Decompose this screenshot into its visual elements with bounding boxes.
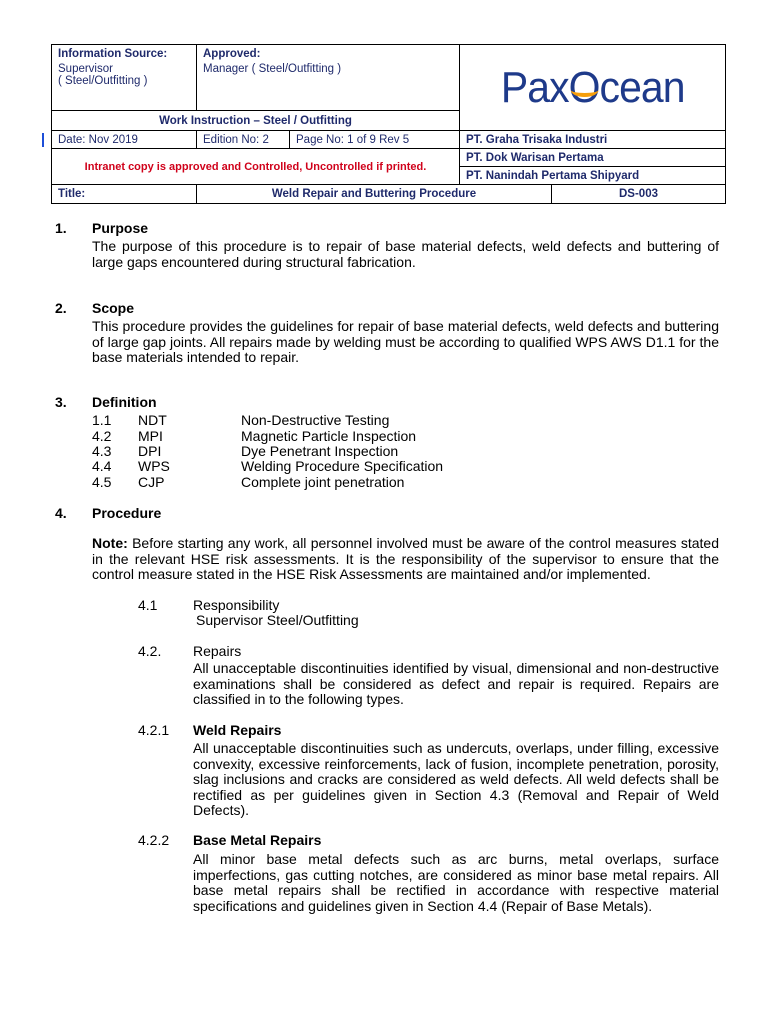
subsection-number: 4.2.1	[138, 722, 170, 738]
procedure-note	[92, 536, 719, 583]
section-number: 3.	[55, 394, 67, 410]
paxocean-logo: PaxO cean	[500, 62, 685, 112]
approved-value: Manager ( Steel/Outfitting )	[203, 63, 342, 75]
approved-label: Approved:	[203, 48, 261, 60]
section-number: 4.	[55, 505, 67, 521]
company-3: PT. Nanindah Pertama Shipyard	[460, 167, 726, 185]
info-source-cell	[52, 45, 197, 111]
page-cell: Page No: 1 of 9 Rev 5	[290, 131, 460, 149]
company-1: PT. Graha Trisaka Industri	[460, 131, 726, 149]
logo-cell	[460, 45, 726, 131]
section-title-definition: Definition	[92, 394, 157, 410]
title-label: Title:	[52, 185, 197, 204]
note-text: Before starting any work, all personnel involved must be aware of the control measures stated in the relevant HSE risk assessments. It is the responsibility of the supervisor to ensure that the control measure stated in the HSE Risk Assessments are maintained and/or implemented.	[92, 535, 719, 582]
repairs-title: Repairs	[193, 643, 242, 659]
base-metal-text: All minor base metal defects such as arc burns, metal overlaps, surface imperfections, gas cutting notches, are considered as minor base metal repairs. All base metal repairs shall be rectified in accordance with respective material specifications and guidelines given in Section 4.4 (Repair of Base Metals).	[193, 851, 719, 914]
base-metal-title: Base Metal Repairs	[193, 832, 322, 848]
info-source-line2: ( Steel/Outfitting )	[58, 75, 148, 87]
text-cursor	[42, 133, 44, 147]
info-source-line1: Supervisor	[58, 63, 113, 75]
approved-cell	[197, 45, 460, 111]
subsection-number: 4.1	[138, 597, 158, 613]
note-label: Note:	[92, 535, 128, 551]
doc-code: DS-003	[552, 185, 726, 204]
section-number: 1.	[55, 220, 67, 236]
repairs-text: All unacceptable discontinuities identified by visual, dimensional and non-destructive examinations shall be considered as defect and repair is required. Repairs are classified in to the following types.	[193, 660, 719, 707]
responsibility-title: Responsibility	[193, 597, 280, 613]
section-number: 2.	[55, 300, 67, 316]
info-source-label: Information Source:	[58, 48, 168, 60]
company-2: PT. Dok Warisan Pertama	[460, 149, 726, 167]
subsection-number: 4.2.	[138, 643, 162, 659]
scope-text: This procedure provides the guidelines for repair of base material defects, weld defects and buttering of large gap joints. All repairs made by welding must be according to qualified WPS AWS D1.1 for the base materials intended to repair.	[92, 318, 719, 365]
edition-cell: Edition No: 2	[197, 131, 290, 149]
responsibility-text: Supervisor Steel/Outfitting	[196, 612, 359, 628]
weld-repairs-text: All unacceptable discontinuities such as undercuts, overlaps, under filling, excessive convexity, excessive reinforcements, lack of fusion, incomplete penetration, porosity, slag inclusions and cracks are considered as weld defects. All weld defects shall be rectified as per guidelines given in Section 4.3 (Removal and Repair of Weld Defects).	[193, 740, 719, 818]
date-cell: Date: Nov 2019	[52, 131, 197, 149]
intranet-note: Intranet copy is approved and Controlled, Uncontrolled if printed.	[52, 149, 460, 185]
title-value: Weld Repair and Buttering Procedure	[197, 185, 552, 204]
section-title-scope: Scope	[92, 300, 135, 316]
weld-repairs-title: Weld Repairs	[193, 722, 282, 738]
subsection-number: 4.2.2	[138, 832, 170, 848]
section-title-purpose: Purpose	[92, 220, 149, 236]
work-instruction: Work Instruction – Steel / Outfitting	[52, 111, 460, 131]
document-header-table	[51, 44, 726, 204]
purpose-text: The purpose of this procedure is to repair of base material defects, weld defects and buttering of large gaps encountered during structural fabrication.	[92, 238, 719, 270]
section-title-procedure: Procedure	[92, 505, 162, 521]
